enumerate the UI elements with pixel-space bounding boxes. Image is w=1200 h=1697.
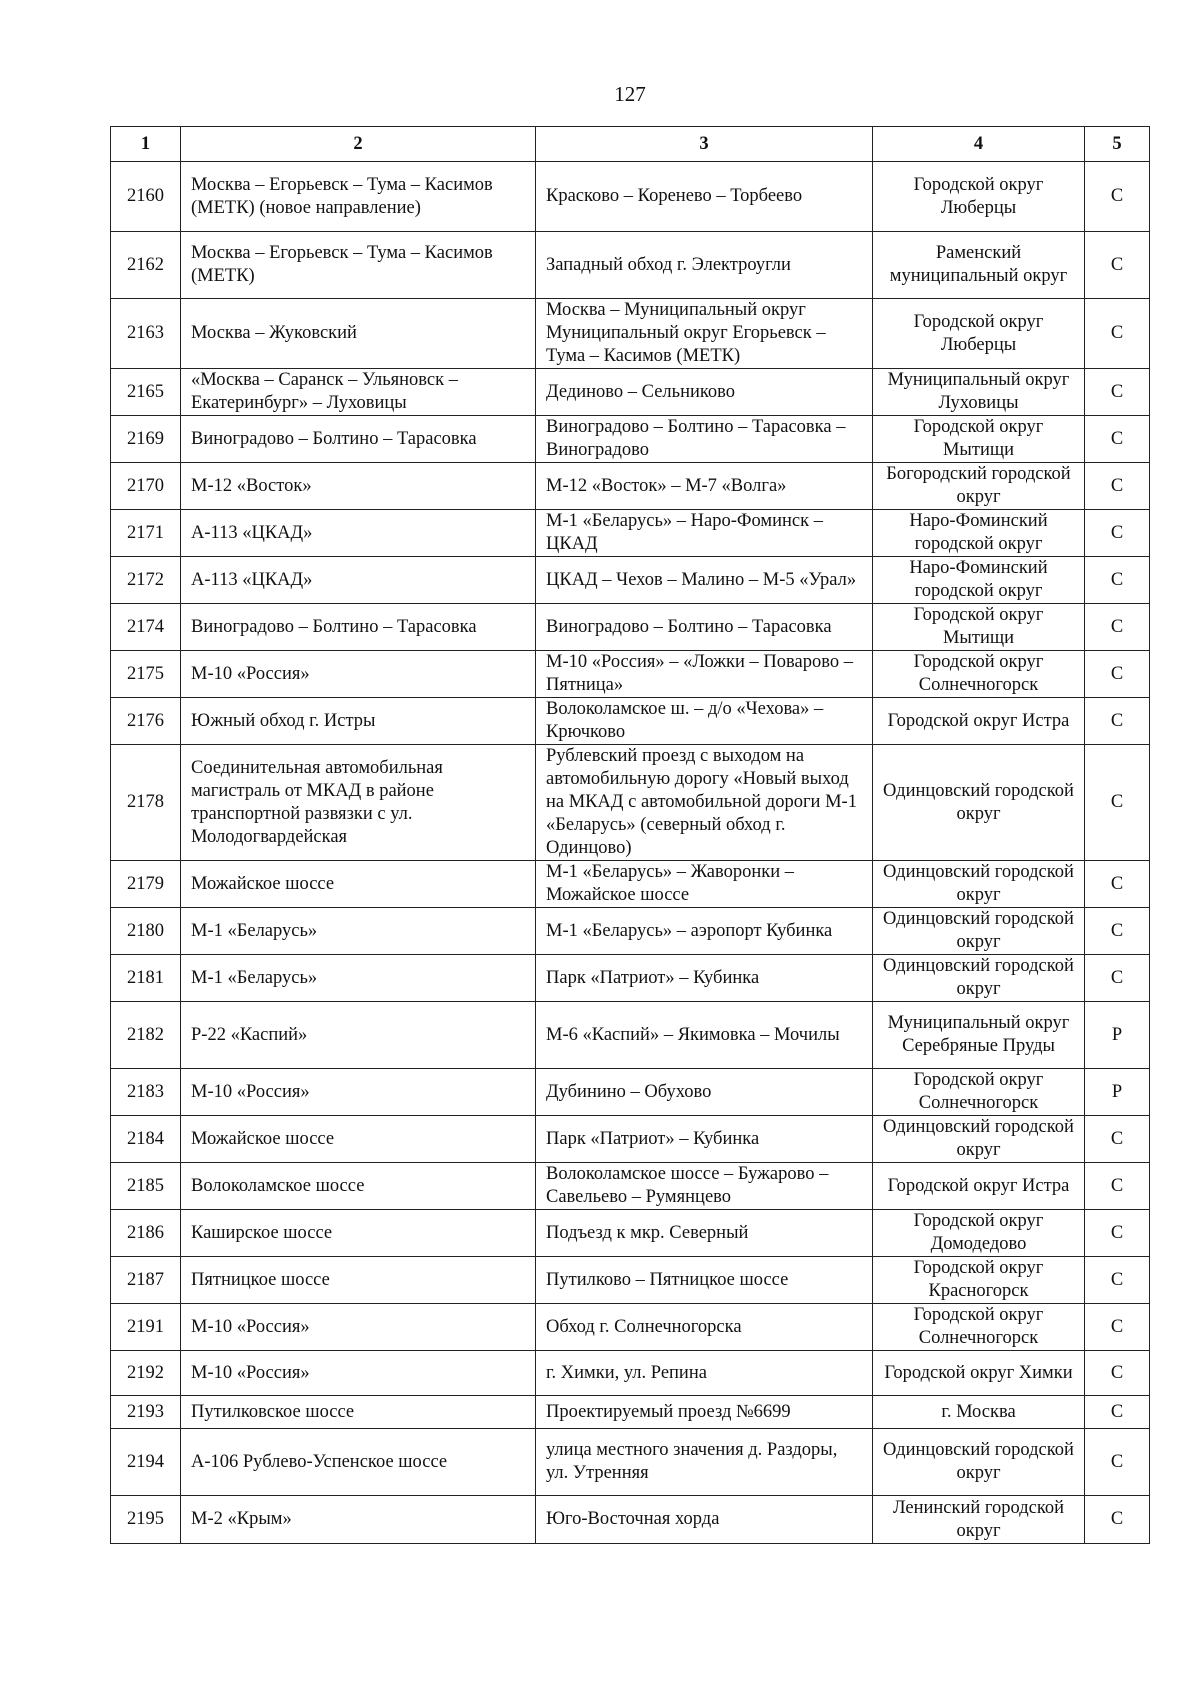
row-number: 2170 xyxy=(111,463,181,510)
header-col-5: 5 xyxy=(1085,127,1150,162)
table-row xyxy=(111,604,1150,651)
row-number: 2184 xyxy=(111,1116,181,1163)
row-number: 2174 xyxy=(111,604,181,651)
row-number: 2163 xyxy=(111,299,181,369)
road-section: М-6 «Каспий» – Якимовка – Мочилы xyxy=(536,1002,873,1069)
row-number: 2176 xyxy=(111,698,181,745)
municipal-district: Раменский муниципальный округ xyxy=(873,232,1085,299)
road-name: М-10 «Россия» xyxy=(181,1069,536,1116)
road-section: М-1 «Беларусь» – Наро-Фоминск – ЦКАД xyxy=(536,510,873,557)
table-row xyxy=(111,1429,1150,1496)
road-section: М-1 «Беларусь» – Жаворонки – Можайское шоссе xyxy=(536,861,873,908)
road-category: С xyxy=(1085,1163,1150,1210)
road-section: М-10 «Россия» – «Ложки – Поварово – Пятница» xyxy=(536,651,873,698)
road-name: Можайское шоссе xyxy=(181,1116,536,1163)
road-section: Парк «Патриот» – Кубинка xyxy=(536,1116,873,1163)
road-name: Москва – Егорьевск – Тума – Касимов (МЕТК) xyxy=(181,232,536,299)
road-section: М-12 «Восток» – М-7 «Волга» xyxy=(536,463,873,510)
municipal-district: Городской округ Люберцы xyxy=(873,299,1085,369)
municipal-district: Городской округ Мытищи xyxy=(873,416,1085,463)
row-number: 2175 xyxy=(111,651,181,698)
header-col-2: 2 xyxy=(181,127,536,162)
row-number: 2185 xyxy=(111,1163,181,1210)
municipal-district: Муниципальный округ Серебряные Пруды xyxy=(873,1002,1085,1069)
road-name: М-10 «Россия» xyxy=(181,651,536,698)
road-section: Волоколамское ш. – д/о «Чехова» – Крючково xyxy=(536,698,873,745)
road-name: А-106 Рублево-Успенское шоссе xyxy=(181,1429,536,1496)
road-name: М-1 «Беларусь» xyxy=(181,955,536,1002)
table-row xyxy=(111,1396,1150,1429)
road-name: Р-22 «Каспий» xyxy=(181,1002,536,1069)
municipal-district: Городской округ Домодедово xyxy=(873,1210,1085,1257)
road-category: С xyxy=(1085,908,1150,955)
municipal-district: Городской округ Химки xyxy=(873,1351,1085,1396)
road-name: Москва – Егорьевск – Тума – Касимов (МЕТК) (новое направление) xyxy=(181,162,536,232)
road-section: Обход г. Солнечногорска xyxy=(536,1304,873,1351)
road-section: г. Химки, ул. Репина xyxy=(536,1351,873,1396)
road-category: С xyxy=(1085,1257,1150,1304)
road-category: С xyxy=(1085,1210,1150,1257)
row-number: 2178 xyxy=(111,745,181,861)
table-row xyxy=(111,369,1150,416)
road-name: Виноградово – Болтино – Тарасовка xyxy=(181,604,536,651)
municipal-district: Городской округ Солнечногорск xyxy=(873,1069,1085,1116)
road-name: А-113 «ЦКАД» xyxy=(181,557,536,604)
row-number: 2160 xyxy=(111,162,181,232)
road-category: С xyxy=(1085,698,1150,745)
table-row xyxy=(111,861,1150,908)
road-category: С xyxy=(1085,604,1150,651)
municipal-district: Богородский городской округ xyxy=(873,463,1085,510)
road-category: С xyxy=(1085,1429,1150,1496)
road-category: С xyxy=(1085,416,1150,463)
road-name: Каширское шоссе xyxy=(181,1210,536,1257)
table-row xyxy=(111,416,1150,463)
table-row xyxy=(111,955,1150,1002)
road-category: С xyxy=(1085,1116,1150,1163)
table-row xyxy=(111,1304,1150,1351)
road-name: М-10 «Россия» xyxy=(181,1304,536,1351)
road-section: Виноградово – Болтино – Тарасовка xyxy=(536,604,873,651)
road-section: Красково – Коренево – Торбеево xyxy=(536,162,873,232)
road-name: Путилковское шоссе xyxy=(181,1396,536,1429)
page-number: 127 xyxy=(614,82,646,106)
header-row xyxy=(111,127,1150,162)
road-section: Проектируемый проезд №6699 xyxy=(536,1396,873,1429)
table-row xyxy=(111,651,1150,698)
table-row xyxy=(111,510,1150,557)
row-number: 2194 xyxy=(111,1429,181,1496)
table-row xyxy=(111,1210,1150,1257)
road-name: Соединительная автомобильная магистраль от МКАД в районе транспортной развязки с ул. Молодогвардейская xyxy=(181,745,536,861)
row-number: 2191 xyxy=(111,1304,181,1351)
row-number: 2195 xyxy=(111,1496,181,1544)
road-category: Р xyxy=(1085,1069,1150,1116)
road-category: Р xyxy=(1085,1002,1150,1069)
road-category: С xyxy=(1085,745,1150,861)
road-category: С xyxy=(1085,232,1150,299)
municipal-district: Муниципальный округ Луховицы xyxy=(873,369,1085,416)
road-name: Можайское шоссе xyxy=(181,861,536,908)
table-row xyxy=(111,698,1150,745)
row-number: 2192 xyxy=(111,1351,181,1396)
road-category: С xyxy=(1085,510,1150,557)
road-section: Путилково – Пятницкое шоссе xyxy=(536,1257,873,1304)
row-number: 2193 xyxy=(111,1396,181,1429)
road-category: С xyxy=(1085,861,1150,908)
road-name: М-12 «Восток» xyxy=(181,463,536,510)
road-name: Виноградово – Болтино – Тарасовка xyxy=(181,416,536,463)
road-category: С xyxy=(1085,651,1150,698)
road-section: Виноградово – Болтино – Тарасовка – Виноградово xyxy=(536,416,873,463)
road-section: улица местного значения д. Раздоры, ул. Утренняя xyxy=(536,1429,873,1496)
road-name: Волоколамское шоссе xyxy=(181,1163,536,1210)
municipal-district: Одинцовский городской округ xyxy=(873,745,1085,861)
road-category: С xyxy=(1085,369,1150,416)
row-number: 2181 xyxy=(111,955,181,1002)
row-number: 2179 xyxy=(111,861,181,908)
road-section: ЦКАД – Чехов – Малино – М-5 «Урал» xyxy=(536,557,873,604)
municipal-district: Ленинский городской округ xyxy=(873,1496,1085,1544)
municipal-district: Одинцовский городской округ xyxy=(873,908,1085,955)
road-name: «Москва – Саранск – Ульяновск – Екатеринбург» – Луховицы xyxy=(181,369,536,416)
table-row xyxy=(111,1069,1150,1116)
row-number: 2172 xyxy=(111,557,181,604)
table-row xyxy=(111,557,1150,604)
row-number: 2169 xyxy=(111,416,181,463)
table-row xyxy=(111,745,1150,861)
municipal-district: Городской округ Красногорск xyxy=(873,1257,1085,1304)
municipal-district: Наро-Фоминский городской округ xyxy=(873,510,1085,557)
municipal-district: Одинцовский городской округ xyxy=(873,1116,1085,1163)
road-category: С xyxy=(1085,955,1150,1002)
road-category: С xyxy=(1085,1496,1150,1544)
table-row xyxy=(111,1163,1150,1210)
road-section: Москва – Муниципальный округ Муниципальный округ Егорьевск – Тума – Касимов (МЕТК) xyxy=(536,299,873,369)
road-category: С xyxy=(1085,463,1150,510)
municipal-district: Наро-Фоминский городской округ xyxy=(873,557,1085,604)
municipal-district: Одинцовский городской округ xyxy=(873,1429,1085,1496)
row-number: 2186 xyxy=(111,1210,181,1257)
municipal-district: Городской округ Истра xyxy=(873,1163,1085,1210)
municipal-district: Одинцовский городской округ xyxy=(873,861,1085,908)
road-category: С xyxy=(1085,1304,1150,1351)
municipal-district: Городской округ Солнечногорск xyxy=(873,651,1085,698)
municipal-district: Городской округ Люберцы xyxy=(873,162,1085,232)
table-row xyxy=(111,232,1150,299)
row-number: 2171 xyxy=(111,510,181,557)
municipal-district: Городской округ Мытищи xyxy=(873,604,1085,651)
roads-table xyxy=(110,126,1150,1544)
table-body xyxy=(111,162,1150,1544)
row-number: 2187 xyxy=(111,1257,181,1304)
road-name: М-1 «Беларусь» xyxy=(181,908,536,955)
road-category: С xyxy=(1085,299,1150,369)
header-col-4: 4 xyxy=(873,127,1085,162)
municipal-district: Городской округ Истра xyxy=(873,698,1085,745)
road-name: М-2 «Крым» xyxy=(181,1496,536,1544)
road-name: Москва – Жуковский xyxy=(181,299,536,369)
road-category: С xyxy=(1085,557,1150,604)
row-number: 2183 xyxy=(111,1069,181,1116)
road-section: Подъезд к мкр. Северный xyxy=(536,1210,873,1257)
road-section: Рублевский проезд с выходом на автомобильную дорогу «Новый выход на МКАД с автомобильной дороги М-1 «Беларусь» (северный обход г. Одинцово) xyxy=(536,745,873,861)
road-name: Южный обход г. Истры xyxy=(181,698,536,745)
road-section: Дубинино – Обухово xyxy=(536,1069,873,1116)
header-col-1: 1 xyxy=(111,127,181,162)
table-row xyxy=(111,299,1150,369)
table-row xyxy=(111,463,1150,510)
row-number: 2162 xyxy=(111,232,181,299)
table-row xyxy=(111,1351,1150,1396)
road-name: М-10 «Россия» xyxy=(181,1351,536,1396)
table-row xyxy=(111,1116,1150,1163)
road-section: Юго-Восточная хорда xyxy=(536,1496,873,1544)
municipal-district: г. Москва xyxy=(873,1396,1085,1429)
road-category: С xyxy=(1085,1351,1150,1396)
road-section: Парк «Патриот» – Кубинка xyxy=(536,955,873,1002)
table-row xyxy=(111,908,1150,955)
road-name: Пятницкое шоссе xyxy=(181,1257,536,1304)
table-row xyxy=(111,162,1150,232)
municipal-district: Городской округ Солнечногорск xyxy=(873,1304,1085,1351)
municipal-district: Одинцовский городской округ xyxy=(873,955,1085,1002)
row-number: 2165 xyxy=(111,369,181,416)
table-row xyxy=(111,1002,1150,1069)
road-section: Западный обход г. Электроугли xyxy=(536,232,873,299)
road-category: С xyxy=(1085,1396,1150,1429)
road-name: А-113 «ЦКАД» xyxy=(181,510,536,557)
row-number: 2180 xyxy=(111,908,181,955)
row-number: 2182 xyxy=(111,1002,181,1069)
road-section: М-1 «Беларусь» – аэропорт Кубинка xyxy=(536,908,873,955)
table-row xyxy=(111,1496,1150,1544)
road-category: С xyxy=(1085,162,1150,232)
road-section: Дединово – Сельниково xyxy=(536,369,873,416)
table-row xyxy=(111,1257,1150,1304)
road-section: Волоколамское шоссе – Бужарово – Савельево – Румянцево xyxy=(536,1163,873,1210)
header-col-3: 3 xyxy=(536,127,873,162)
